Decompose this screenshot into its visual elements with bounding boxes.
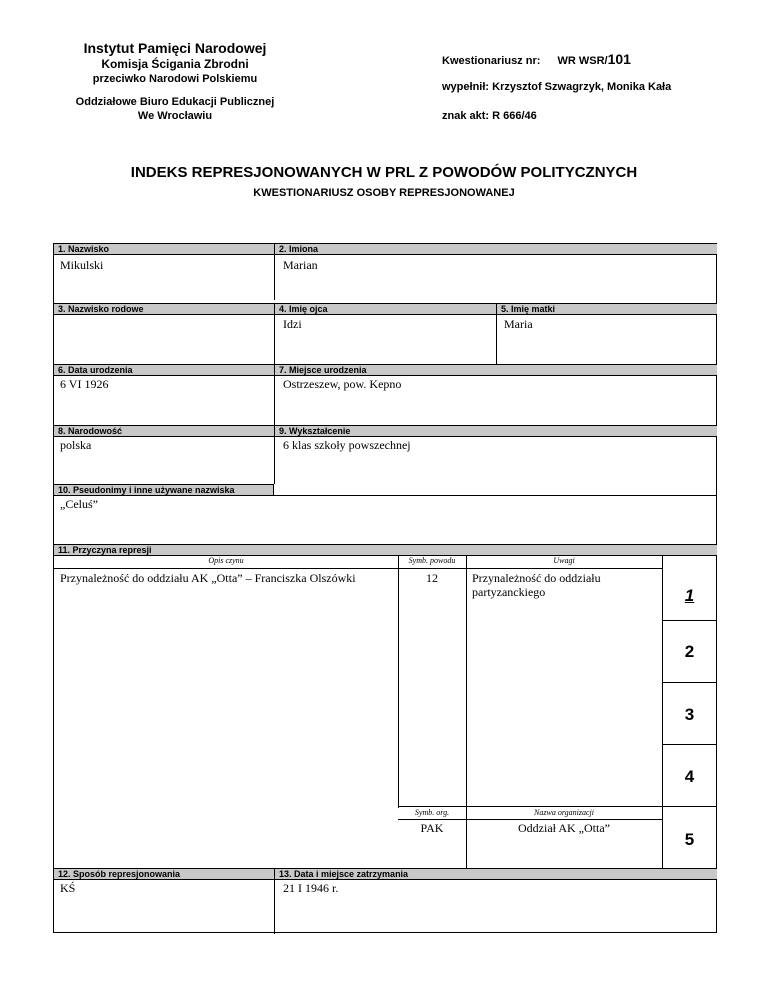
page-subtitle: KWESTIONARIUSZ OSOBY REPRESJONOWANEJ (253, 187, 515, 199)
field-label-education: 9. Wykształcenie (274, 425, 717, 437)
field-value-education: 6 klas szkoły powszechnej (283, 438, 411, 452)
field-label-birth-place: 7. Miejsce urodzenia (274, 364, 717, 376)
field-value-surname: Mikulski (60, 258, 104, 272)
repression-description: Przynależność do oddziału AK „Otta” – Franciszka Olszówki (60, 571, 356, 585)
divider (274, 868, 275, 934)
column-header-org-name: Nazwa organizacji (534, 808, 594, 817)
field-label-mother-name: 5. Imię matki (496, 303, 717, 315)
page-title: INDEKS REPRESJONOWANYCH W PRL Z POWODÓW POLITYCZNYCH (130, 164, 638, 181)
office-name: Oddziałowe Biuro Edukacji Publicznej (75, 96, 275, 108)
filled-by-value: Krzysztof Szwagrzyk, Monika Kała (492, 81, 672, 93)
field-label-pseudonyms: 10. Pseudonimy i inne używane nazwiska (54, 484, 274, 496)
questionnaire-form (53, 243, 717, 933)
file-number: R 666/46 (492, 110, 537, 122)
divider (398, 819, 662, 820)
commission-name: Komisja Ścigania Zbrodni (101, 57, 249, 71)
field-value-arrest-date-place: 21 I 1946 r. (283, 881, 339, 895)
divider (662, 744, 717, 745)
repression-notes: Przynależność do oddziału partyzanckiego (472, 571, 601, 599)
divider (662, 620, 717, 621)
field-value-mother-name: Maria (504, 317, 533, 331)
divider (274, 244, 275, 300)
field-value-birth-date: 6 VI 1926 (60, 377, 109, 391)
field-value-father-name: Idzi (283, 317, 302, 331)
field-value-birth-place: Ostrzeszew, pow. Kepno (283, 377, 402, 391)
divider (398, 806, 717, 807)
file-label: znak akt: (442, 110, 490, 122)
repression-symbol: 12 (426, 571, 438, 585)
filled-by-line (442, 81, 671, 93)
field-label-nationality: 8. Narodowość (54, 425, 274, 437)
filled-by-label: wypełnił: (442, 81, 490, 93)
divider (274, 495, 717, 496)
column-header-description: Opis czynu (208, 556, 244, 565)
field-label-birth-date: 6. Data urodzenia (54, 364, 274, 376)
row-number-2: 2 (684, 642, 695, 661)
divider (274, 364, 275, 425)
field-label-repression-cause: 11. Przyczyna represji (54, 544, 717, 556)
header-institution (30, 40, 320, 123)
field-label-birth-surname: 3. Nazwisko rodowe (54, 303, 274, 315)
questionnaire-label: Kwestionariusz nr: (442, 55, 541, 67)
field-label-surname: 1. Nazwisko (54, 243, 274, 255)
file-number-line (442, 110, 537, 122)
org-symbol: PAK (420, 821, 444, 835)
field-value-given-names: Marian (283, 258, 318, 272)
column-header-symbol: Symb. powodu (408, 556, 456, 565)
column-header-org-symbol: Symb. org. (414, 808, 450, 817)
divider (662, 682, 717, 683)
institute-name: Instytut Pamięci Narodowej (83, 40, 267, 56)
questionnaire-number: 101 (607, 51, 631, 67)
field-value-pseudonyms: „Celuś” (60, 497, 98, 511)
divider (398, 556, 399, 808)
divider (274, 425, 275, 484)
row-number-3: 3 (684, 705, 695, 724)
field-label-arrest-date-place: 13. Data i miejsce zatrzymania (274, 868, 717, 880)
commission-name-2: przeciwko Narodowi Polskiemu (92, 73, 258, 85)
field-value-repression-method: KŚ (60, 881, 76, 895)
divider (274, 303, 275, 364)
field-label-father-name: 4. Imię ojca (274, 303, 496, 315)
row-number-1: 1 (684, 586, 695, 605)
field-label-given-names: 2. Imiona (274, 243, 717, 255)
questionnaire-number-line (442, 51, 631, 67)
field-value-nationality: polska (60, 438, 92, 452)
questionnaire-prefix: WR WSR/ (557, 55, 608, 67)
row-number-4: 4 (684, 767, 695, 786)
row-number-5: 5 (684, 830, 695, 849)
org-name: Oddział AK „Otta” (518, 821, 610, 835)
divider (54, 568, 662, 569)
office-city: We Wrocławiu (137, 110, 213, 122)
divider (496, 303, 497, 364)
column-header-notes: Uwagi (553, 556, 575, 565)
field-label-repression-method: 12. Sposób represjonowania (54, 868, 274, 880)
